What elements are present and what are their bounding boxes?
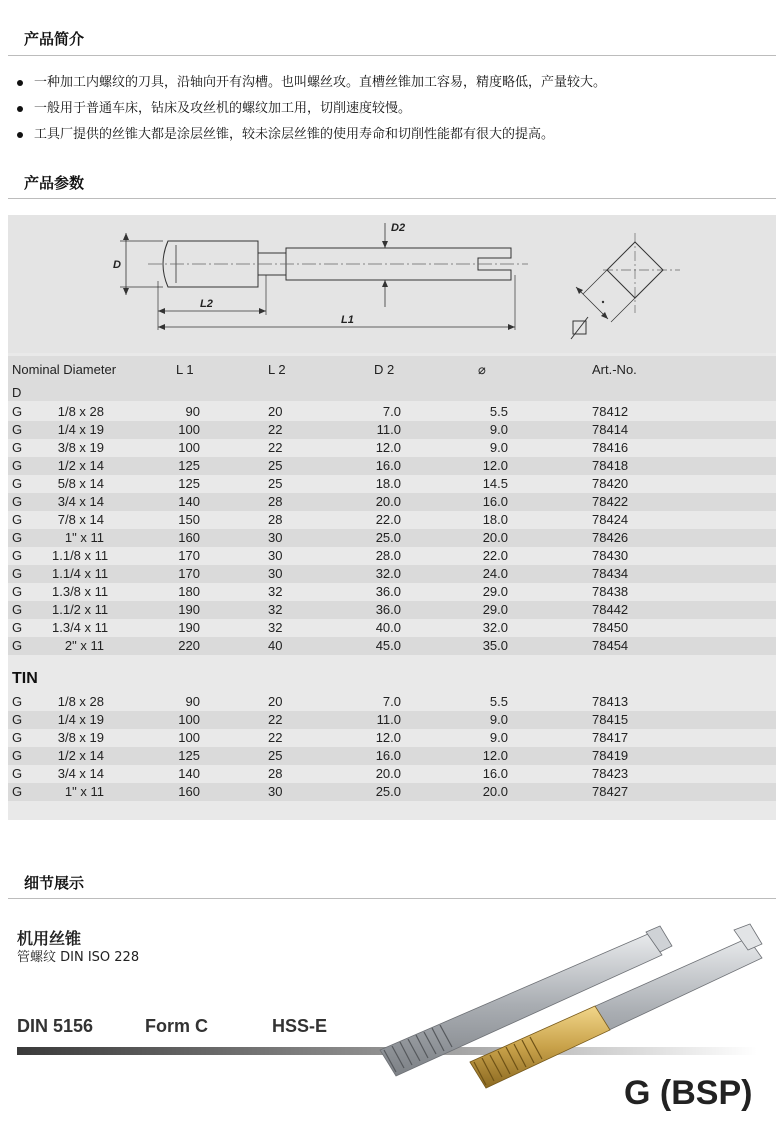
cell-square: 12.0 <box>482 748 508 763</box>
cell-nominal-size: 3/4 x 14 <box>57 494 104 509</box>
product-standard: 管螺纹 DIN ISO 228 <box>17 950 140 965</box>
cell-square: 20.0 <box>482 530 508 545</box>
cell-l1: 140 <box>178 494 200 509</box>
cell-d2: 45.0 <box>375 638 401 653</box>
cell-l2: 32 <box>268 584 283 599</box>
dim-l2-label: L2 <box>200 298 213 310</box>
cell-art-no: 78416 <box>592 440 629 455</box>
cell-art-no: 78418 <box>592 458 629 473</box>
cell-art-no: 78414 <box>592 422 629 437</box>
cell-nominal-size: 1/2 x 14 <box>57 748 104 763</box>
cell-l1: 190 <box>178 602 200 617</box>
cell-d2: 11.0 <box>376 422 401 437</box>
cell-d2: 28.0 <box>375 548 401 563</box>
table-row <box>8 439 776 457</box>
table-row <box>8 601 776 619</box>
col-header-art-no: Art.-No. <box>592 362 637 377</box>
cell-thread-type: G <box>12 784 23 799</box>
cell-l1: 150 <box>178 512 200 527</box>
cell-art-no: 78423 <box>592 766 629 781</box>
table-row <box>8 421 776 439</box>
table-row <box>8 583 776 601</box>
cell-nominal-size: 1/8 x 28 <box>57 404 104 419</box>
cell-nominal-size: 1/2 x 14 <box>57 458 104 473</box>
col-header-square: ⌀ <box>478 362 486 377</box>
intro-bullet <box>14 70 774 96</box>
cell-d2: 20.0 <box>375 766 401 781</box>
cell-square: 9.0 <box>489 712 508 727</box>
cell-art-no: 78442 <box>592 602 629 617</box>
tap-drawing-svg <box>8 215 776 353</box>
table-row <box>8 475 776 493</box>
col-header-nominal: Nominal Diameter <box>12 362 117 377</box>
cell-d2: 36.0 <box>375 584 401 599</box>
spec-material: HSS-E <box>272 1016 328 1036</box>
cell-art-no: 78415 <box>592 712 629 727</box>
cell-l2: 28 <box>268 766 283 781</box>
cell-l2: 30 <box>268 530 283 545</box>
cell-l1: 160 <box>178 784 200 799</box>
tin-section-label: TIN <box>12 670 38 687</box>
dim-l1-label: L1 <box>341 314 354 326</box>
cell-l1: 125 <box>178 476 200 491</box>
cell-d2: 12.0 <box>375 730 401 745</box>
cell-art-no: 78430 <box>592 548 629 563</box>
cell-l2: 22 <box>268 712 283 727</box>
cell-l2: 25 <box>268 476 283 491</box>
cell-square: 9.0 <box>489 422 508 437</box>
cell-l2: 28 <box>268 494 283 509</box>
cell-thread-type: G <box>12 512 23 527</box>
spec-din: DIN 5156 <box>17 1016 94 1036</box>
cell-square: 5.5 <box>489 404 508 419</box>
cell-nominal-size: 3/4 x 14 <box>57 766 104 781</box>
cell-l1: 100 <box>178 440 200 455</box>
cell-d2: 36.0 <box>375 602 401 617</box>
cell-nominal-size: 1" x 11 <box>64 530 104 545</box>
cell-l2: 22 <box>268 730 283 745</box>
cell-l1: 100 <box>178 730 200 745</box>
cell-square: 20.0 <box>482 784 508 799</box>
col-header-d2: D 2 <box>374 362 395 377</box>
bullet-dot-icon <box>17 80 23 86</box>
cell-l1: 170 <box>178 548 200 563</box>
cell-thread-type: G <box>12 694 23 709</box>
cell-thread-type: G <box>12 766 23 781</box>
dim-d-label: D <box>113 259 121 271</box>
cell-nominal-size: 1/4 x 19 <box>57 712 104 727</box>
cell-square: 9.0 <box>489 440 508 455</box>
cell-thread-type: G <box>12 548 23 563</box>
cell-d2: 12.0 <box>375 440 401 455</box>
cell-art-no: 78427 <box>592 784 629 799</box>
cell-thread-type: G <box>12 458 23 473</box>
table-row <box>8 637 776 655</box>
table-row <box>8 729 776 747</box>
detail-divider <box>8 898 776 899</box>
table-row <box>8 547 776 565</box>
dim-d2-label: D2 <box>391 222 406 234</box>
thread-type-label: G (BSP) <box>624 1074 753 1112</box>
cell-l2: 32 <box>268 602 283 617</box>
cell-thread-type: G <box>12 440 23 455</box>
table-row <box>8 693 776 711</box>
table-row <box>8 493 776 511</box>
cell-art-no: 78434 <box>592 566 629 581</box>
intro-bullet <box>14 96 774 122</box>
cell-l2: 28 <box>268 512 283 527</box>
cell-l2: 30 <box>268 566 283 581</box>
cell-d2: 25.0 <box>375 530 401 545</box>
cell-thread-type: G <box>12 730 23 745</box>
cell-nominal-size: 1.3/4 x 11 <box>52 620 109 635</box>
cell-l2: 32 <box>268 620 283 635</box>
table-row <box>8 565 776 583</box>
cell-thread-type: G <box>12 530 23 545</box>
table-row <box>8 511 776 529</box>
cell-square: 12.0 <box>482 458 508 473</box>
cell-d2: 20.0 <box>375 494 401 509</box>
cell-square: 22.0 <box>482 548 508 563</box>
intro-bullet-text: 一般用于普通车床，钻床及攻丝机的螺纹加工用，切削速度较慢。 <box>34 101 412 116</box>
cell-art-no: 78412 <box>592 404 629 419</box>
cell-l2: 30 <box>268 548 283 563</box>
tap-technical-drawing <box>8 215 776 353</box>
cell-thread-type: G <box>12 638 23 653</box>
product-name: 机用丝锥 <box>17 929 82 948</box>
cell-square: 5.5 <box>489 694 508 709</box>
cell-nominal-size: 3/8 x 19 <box>57 730 104 745</box>
table-row <box>8 403 776 421</box>
cell-l1: 100 <box>178 422 200 437</box>
cell-nominal-size: 1" x 11 <box>64 784 104 799</box>
intro-divider <box>8 55 776 56</box>
intro-bullet-list <box>14 70 774 148</box>
bullet-dot-icon <box>17 132 23 138</box>
cell-d2: 18.0 <box>375 476 401 491</box>
cell-thread-type: G <box>12 404 23 419</box>
cell-nominal-size: 2" x 11 <box>64 638 104 653</box>
table-row <box>8 783 776 801</box>
cell-square: 29.0 <box>482 584 508 599</box>
cell-thread-type: G <box>12 620 23 635</box>
cell-square: 14.5 <box>482 476 508 491</box>
cell-l1: 90 <box>185 694 200 709</box>
cell-l2: 20 <box>268 694 283 709</box>
cell-d2: 40.0 <box>375 620 401 635</box>
cell-square: 16.0 <box>482 494 508 509</box>
cell-art-no: 78422 <box>592 494 629 509</box>
cell-d2: 16.0 <box>375 458 401 473</box>
intro-bullet-text: 一种加工内螺纹的刀具，沿轴向开有沟槽。也叫螺丝攻。直槽丝锥加工容易，精度略低，产量较大。 <box>34 75 607 90</box>
cell-l1: 140 <box>178 766 200 781</box>
params-section-title: 产品参数 <box>24 174 85 192</box>
cell-square: 16.0 <box>482 766 508 781</box>
params-divider <box>8 198 776 199</box>
cell-l1: 160 <box>178 530 200 545</box>
cell-square: 24.0 <box>482 566 508 581</box>
cell-thread-type: G <box>12 494 23 509</box>
cell-l2: 30 <box>268 784 283 799</box>
table-row <box>8 765 776 783</box>
intro-bullet <box>14 122 774 148</box>
table-row <box>8 619 776 637</box>
cell-nominal-size: 1/8 x 28 <box>57 694 104 709</box>
intro-section-title: 产品简介 <box>24 30 85 48</box>
cell-d2: 7.0 <box>382 694 401 709</box>
col-header-nominal-sub: D <box>12 385 22 400</box>
cell-thread-type: G <box>12 584 23 599</box>
cell-l1: 125 <box>178 458 200 473</box>
cell-l2: 25 <box>268 748 283 763</box>
cell-l1: 170 <box>178 566 200 581</box>
cell-l1: 180 <box>178 584 200 599</box>
bullet-dot-icon <box>17 106 23 112</box>
cell-square: 32.0 <box>482 620 508 635</box>
cell-square: 29.0 <box>482 602 508 617</box>
cell-l2: 20 <box>268 404 283 419</box>
cell-art-no: 78419 <box>592 748 629 763</box>
cell-square: 18.0 <box>482 512 508 527</box>
cell-art-no: 78424 <box>592 512 629 527</box>
cell-art-no: 78420 <box>592 476 629 491</box>
cell-d2: 16.0 <box>375 748 401 763</box>
cell-d2: 7.0 <box>382 404 401 419</box>
cell-art-no: 78417 <box>592 730 629 745</box>
cell-art-no: 78454 <box>592 638 629 653</box>
cell-l2: 25 <box>268 458 283 473</box>
cell-nominal-size: 1/4 x 19 <box>57 422 104 437</box>
cell-d2: 32.0 <box>375 566 401 581</box>
cell-l1: 220 <box>178 638 200 653</box>
cell-nominal-size: 5/8 x 14 <box>57 476 104 491</box>
cell-d2: 22.0 <box>375 512 401 527</box>
intro-bullet-text: 工具厂提供的丝锥大都是涂层丝锥，较未涂层丝锥的使用寿命和切削性能都有很大的提高。 <box>34 127 555 142</box>
cell-art-no: 78413 <box>592 694 629 709</box>
cell-art-no: 78438 <box>592 584 629 599</box>
cell-l2: 22 <box>268 422 283 437</box>
cell-l2: 22 <box>268 440 283 455</box>
cell-thread-type: G <box>12 422 23 437</box>
table-row <box>8 529 776 547</box>
cell-d2: 25.0 <box>375 784 401 799</box>
cell-nominal-size: 1.1/2 x 11 <box>52 602 109 617</box>
cell-l1: 125 <box>178 748 200 763</box>
cell-art-no: 78426 <box>592 530 629 545</box>
col-header-l2: L 2 <box>268 362 286 377</box>
cell-square: 9.0 <box>489 730 508 745</box>
detail-section-title: 细节展示 <box>24 874 85 892</box>
cell-l1: 190 <box>178 620 200 635</box>
cell-l1: 100 <box>178 712 200 727</box>
cell-thread-type: G <box>12 748 23 763</box>
cell-nominal-size: 7/8 x 14 <box>57 512 104 527</box>
cell-l1: 90 <box>185 404 200 419</box>
cell-art-no: 78450 <box>592 620 629 635</box>
cell-square: 35.0 <box>482 638 508 653</box>
cell-nominal-size: 1.1/4 x 11 <box>52 566 109 581</box>
table-row <box>8 711 776 729</box>
cell-nominal-size: 1.3/8 x 11 <box>52 584 109 599</box>
spec-form: Form C <box>145 1016 208 1036</box>
cell-thread-type: G <box>12 602 23 617</box>
cell-thread-type: G <box>12 566 23 581</box>
cell-thread-type: G <box>12 712 23 727</box>
table-row <box>8 457 776 475</box>
table-row <box>8 747 776 765</box>
cell-d2: 11.0 <box>376 712 401 727</box>
cell-l2: 40 <box>268 638 283 653</box>
cell-nominal-size: 3/8 x 19 <box>57 440 104 455</box>
col-header-l1: L 1 <box>176 362 194 377</box>
cell-thread-type: G <box>12 476 23 491</box>
cell-nominal-size: 1.1/8 x 11 <box>52 548 109 563</box>
